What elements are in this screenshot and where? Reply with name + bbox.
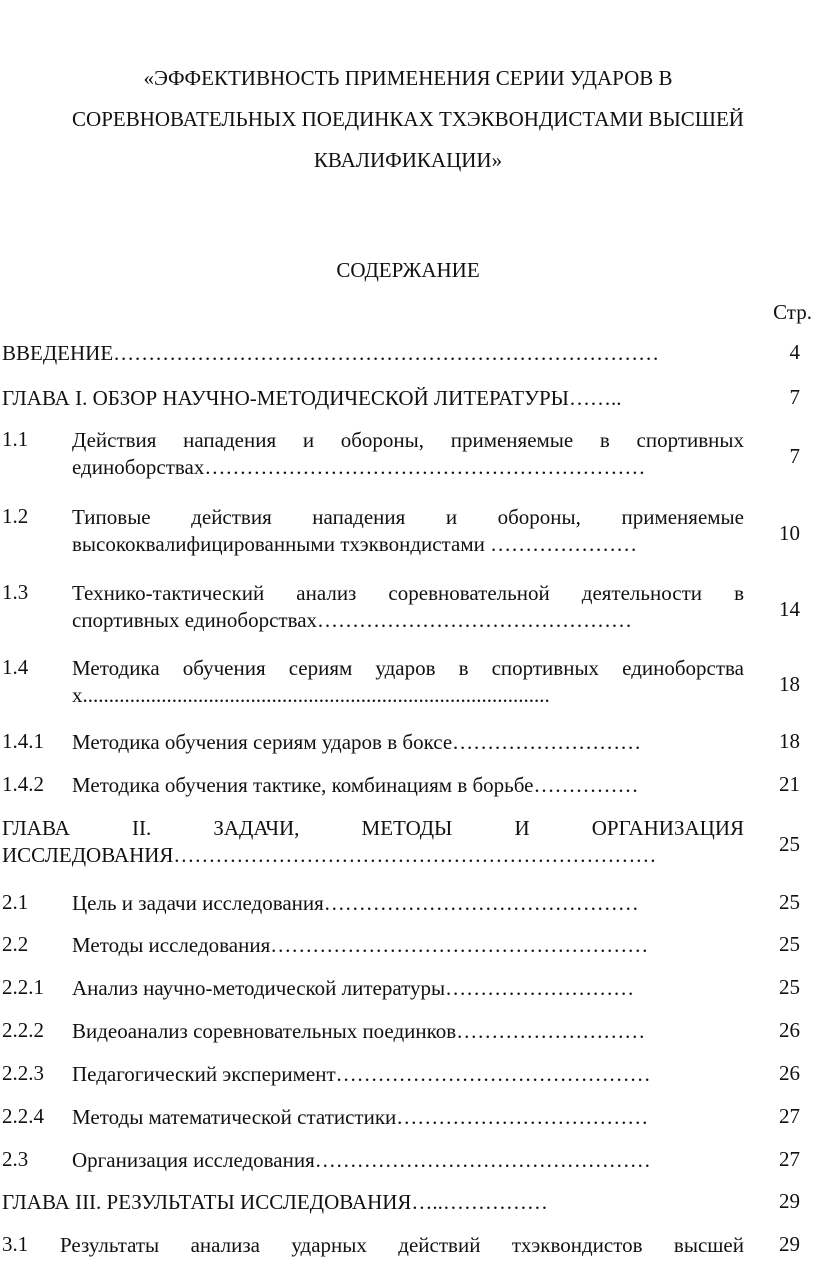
toc-entry-page: 29 — [779, 1189, 800, 1213]
toc-entry-page: 4 — [789, 340, 800, 364]
toc-entry-text: ГЛАВА I. ОБЗОР НАУЧНО-МЕТОДИЧЕСКОЙ ЛИТЕРАТУРЫ…….. — [2, 386, 622, 410]
toc-entry-page: 7 — [789, 444, 800, 468]
toc-entry-page: 27 — [779, 1104, 800, 1128]
toc-entry-number: 1.3 — [2, 580, 29, 604]
toc-entry-page: 25 — [779, 832, 800, 856]
toc-entry-number: 2.2.3 — [2, 1061, 44, 1085]
toc-entry-text: Методы исследования……………………………………………… — [72, 933, 649, 957]
toc-entry-page: 18 — [779, 672, 800, 696]
toc-entry-page: 27 — [779, 1147, 800, 1171]
toc-entry-page: 7 — [789, 385, 800, 409]
toc-entry-text: Методика обучения сериям ударов в спортивных единоборствах......................................................................................... — [72, 656, 744, 707]
toc-entry-number: 3.1 — [2, 1232, 29, 1256]
toc-entry-text: Технико-тактический анализ соревновательной деятельности в спортивных единоборствах……………………………………… — [72, 581, 744, 632]
toc-entry-text: Цель и задачи исследования……………………………………… — [72, 891, 639, 915]
toc-entry-text: Типовые действия нападения и обороны, применяемые высококвалифицированными тхэквондистами ………………… — [72, 505, 744, 556]
toc-entry-text: Результаты анализа ударных действий тхэквондистов высшей — [60, 1233, 744, 1257]
toc-entry-number: 1.4 — [2, 655, 29, 679]
toc-entry-text: ГЛАВА III. РЕЗУЛЬТАТЫ ИССЛЕДОВАНИЯ…..…………… — [2, 1190, 548, 1214]
toc-entry-page: 21 — [779, 772, 800, 796]
toc-entry-number: 1.4.1 — [2, 729, 44, 753]
toc-entry-number: 1.2 — [2, 504, 29, 528]
toc-entry-number: 2.2.2 — [2, 1018, 44, 1042]
toc-entry-page: 26 — [779, 1018, 800, 1042]
toc-entry-text: Методика обучения тактике, комбинациям в борьбе…………… — [72, 773, 639, 797]
toc-entry-number: 2.3 — [2, 1147, 29, 1171]
toc-entry-text: Педагогический эксперимент……………………………………… — [72, 1062, 651, 1086]
toc-heading: СОДЕРЖАНИЕ — [336, 258, 480, 282]
toc-entry-page: 25 — [779, 975, 800, 999]
toc-entry-page: 14 — [779, 597, 800, 621]
toc-entry-text: ГЛАВА II. ЗАДАЧИ, МЕТОДЫ И ОРГАНИЗАЦИЯ ИССЛЕДОВАНИЯ…………………………………………………………… — [2, 816, 744, 867]
toc-entry-page: 29 — [779, 1232, 800, 1256]
toc-entry-page: 18 — [779, 729, 800, 753]
toc-entry-text: Методика обучения сериям ударов в боксе……………………… — [72, 730, 642, 754]
toc-entry-page: 25 — [779, 932, 800, 956]
toc-entry-number: 2.2.1 — [2, 975, 44, 999]
title-line: «ЭФФЕКТИВНОСТЬ ПРИМЕНЕНИЯ СЕРИИ УДАРОВ В — [143, 66, 673, 90]
toc-entry-number: 1.4.2 — [2, 772, 44, 796]
title-line: СОРЕВНОВАТЕЛЬНЫХ ПОЕДИНКАХ ТХЭКВОНДИСТАМИ ВЫСШЕЙ — [72, 107, 744, 131]
title-line: КВАЛИФИКАЦИИ» — [313, 148, 503, 172]
toc-entry-page: 26 — [779, 1061, 800, 1085]
page-column-label: Стр. — [773, 300, 812, 324]
toc-entry-number: 1.1 — [2, 427, 29, 451]
toc-entry-text: ВВЕДЕНИЕ…………………………………………………………………… — [2, 341, 660, 365]
toc-entry-text: Действия нападения и обороны, применяемые в спортивных единоборствах……………………………………………………… — [72, 428, 744, 479]
toc-entry-text: Видеоанализ соревновательных поединков……………………… — [72, 1019, 646, 1043]
toc-entry-text: Методы математической статистики……………………………… — [72, 1105, 649, 1129]
toc-entry-number: 2.1 — [2, 890, 29, 914]
toc-entry-number: 2.2.4 — [2, 1104, 44, 1128]
toc-entry-text: Организация исследования………………………………………… — [72, 1148, 651, 1172]
toc-entry-page: 10 — [779, 521, 800, 545]
toc-entry-page: 25 — [779, 890, 800, 914]
toc-entry-number: 2.2 — [2, 932, 29, 956]
toc-entry-text: Анализ научно-методической литературы……………………… — [72, 976, 635, 1000]
